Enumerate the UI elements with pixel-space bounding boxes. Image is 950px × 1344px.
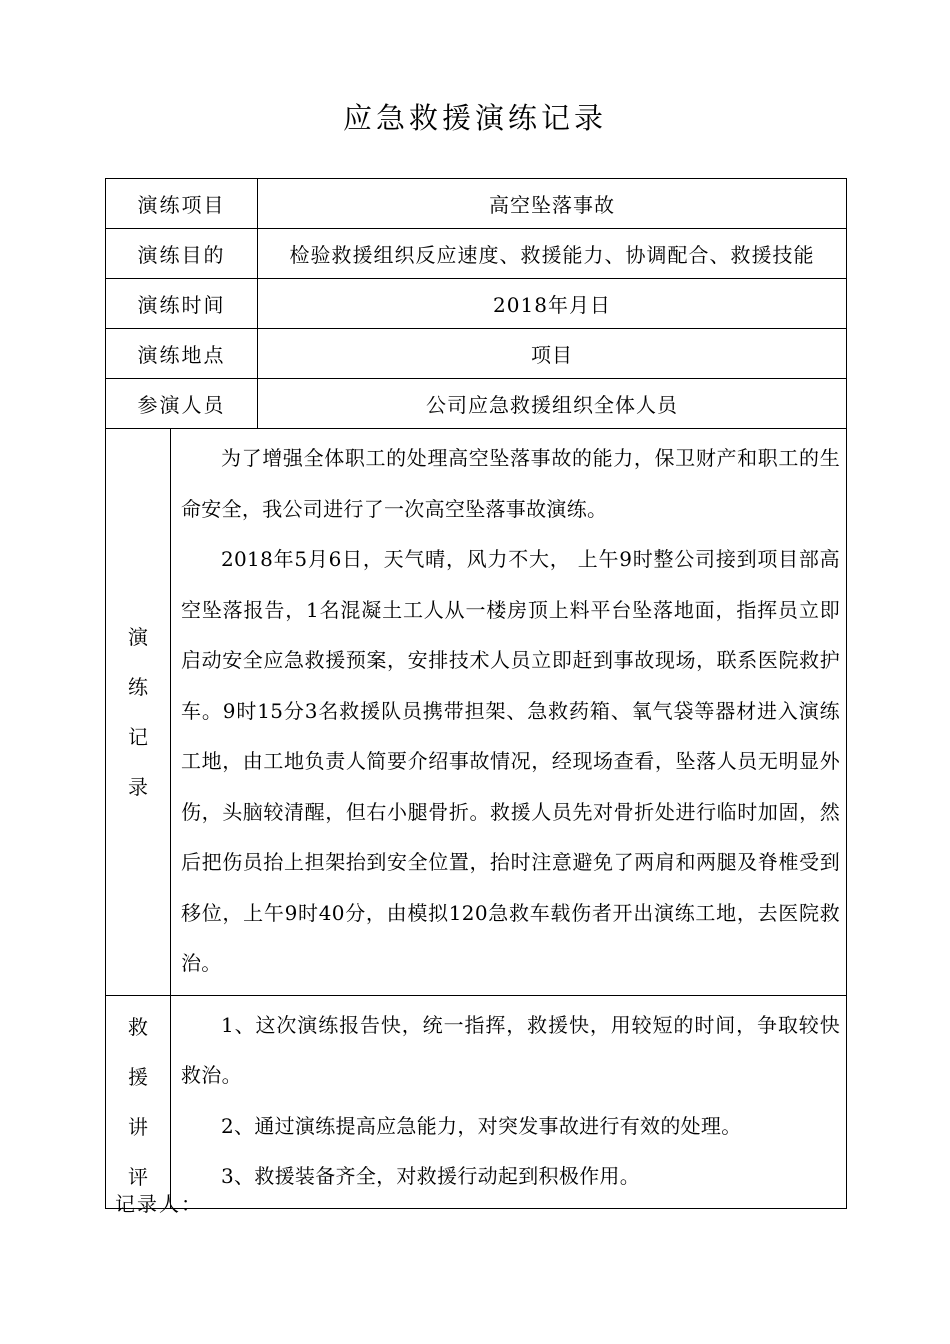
label-char: 救	[128, 1014, 148, 1039]
row-value: 项目	[258, 329, 847, 379]
review-item: 1、这次演练报告快，统一指挥，救援快，用较短的时间，争取较快救治。	[181, 1012, 840, 1087]
drill-record-table	[105, 178, 847, 1209]
row-label: 参演人员	[106, 379, 258, 429]
record-paragraph: 为了增强全体职工的处理高空坠落事故的能力，保卫财产和职工的生命安全，我公司进行了一次高空坠落事故演练。	[181, 446, 840, 521]
row-label: 演练目的	[106, 229, 258, 279]
row-value: 公司应急救援组织全体人员	[258, 379, 847, 429]
row-participants	[106, 379, 847, 429]
row-drill-record	[106, 429, 847, 996]
row-value: 高空坠落事故	[258, 179, 847, 229]
row-label: 演练地点	[106, 329, 258, 379]
review-item: 2、通过演练提高应急能力，对突发事故进行有效的处理。	[221, 1113, 742, 1138]
label-char: 援	[128, 1064, 148, 1089]
rescue-review-content	[171, 995, 847, 1208]
record-paragraph: 2018年5月6日，天气晴，风力不大， 上午9时整公司接到项目部高空坠落报告，1名混凝土工人从一楼房顶上料平台坠落地面，指挥员立即启动安全应急救援预案，安排技术人员立即赶到事故现场，联系医院救护车。9时15分3名救援队员携带担架、急救药箱、氧气袋等器材进入演练工地，由工地负责人简要介绍事故情况，经现场查看，坠落人员无明显外伤，头脑较清醒，但右小腿骨折。救援人员先对骨折处进行临时加固，然后把伤员抬上担架抬到安全位置，抬时注意避免了两肩和两腿及脊椎受到移位，上午9时40分，由模拟120急救车载伤者开出演练工地，去医院救治。	[181, 547, 840, 975]
recorder-label: 记录人：	[115, 1192, 203, 1216]
row-value: 2018年月日	[258, 279, 847, 329]
row-drill-purpose	[106, 229, 847, 279]
label-char: 演	[128, 624, 148, 649]
row-drill-time	[106, 279, 847, 329]
row-label: 演练时间	[106, 279, 258, 329]
label-char: 讲	[128, 1114, 148, 1139]
drill-record-label	[106, 429, 171, 996]
label-char: 评	[128, 1164, 148, 1189]
row-drill-location	[106, 329, 847, 379]
drill-record-content	[171, 429, 847, 996]
label-char: 记	[128, 724, 148, 749]
row-value: 检验救援组织反应速度、救援能力、协调配合、救援技能	[258, 229, 847, 279]
row-label: 演练项目	[106, 179, 258, 229]
label-char: 录	[128, 774, 148, 799]
label-char: 练	[128, 674, 148, 699]
review-item: 3、救援装备齐全，对救援行动起到积极作用。	[221, 1164, 641, 1188]
document-title: 应急救援演练记录	[342, 101, 607, 135]
row-rescue-review	[106, 995, 847, 1208]
row-drill-project	[106, 179, 847, 229]
rescue-review-label	[106, 995, 171, 1208]
